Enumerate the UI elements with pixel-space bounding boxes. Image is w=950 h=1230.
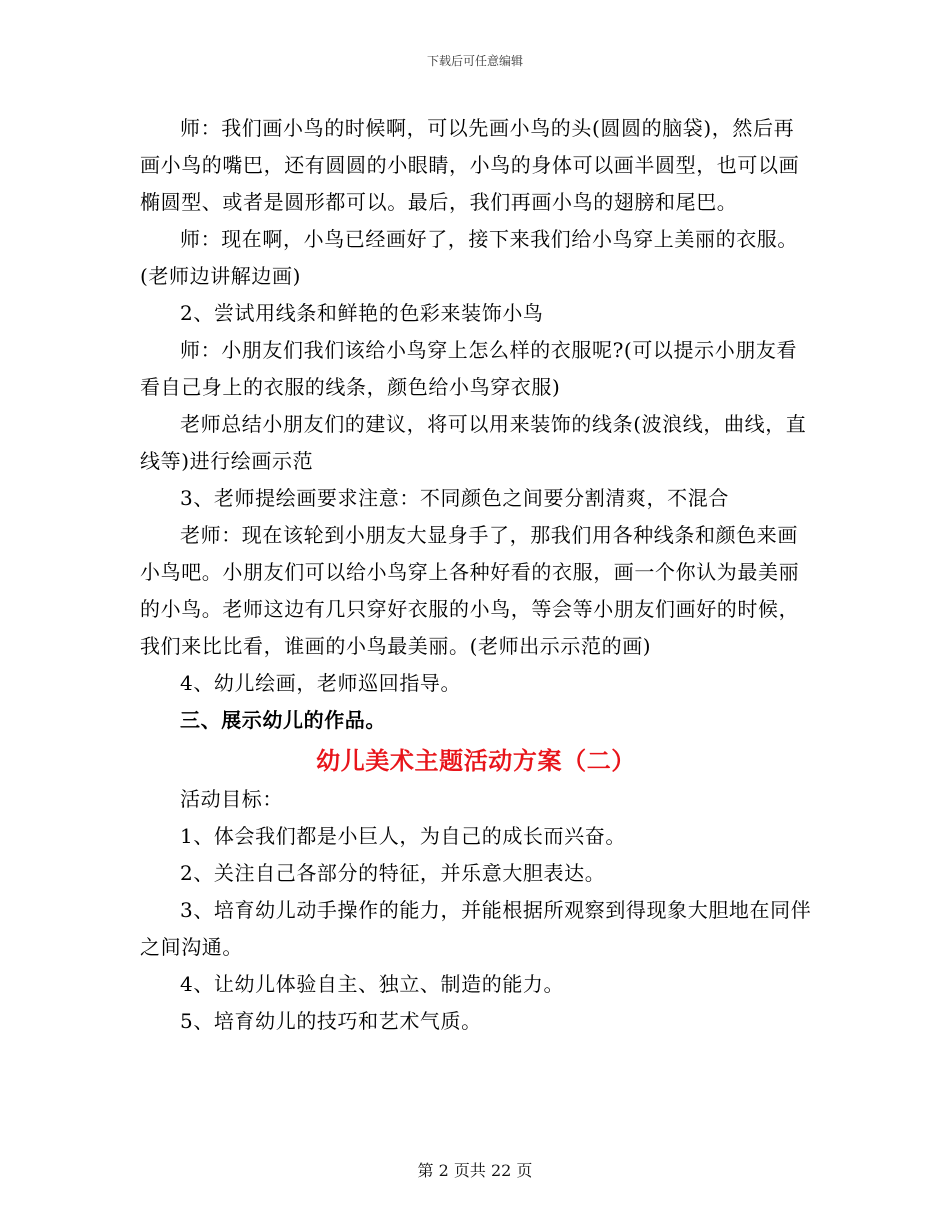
list-item: 2、关注自己各部分的特征，并乐意大胆表达。 — [180, 861, 606, 885]
paragraph: 2、尝试用线条和鲜艳的色彩来装饰小鸟 — [180, 301, 544, 325]
paragraph: 师：小朋友们我们该给小鸟穿上怎么样的衣服呢?(可以提示小朋友看看自己身上的衣服的线条，颜色给小鸟穿衣服) — [140, 338, 798, 399]
page-footer: 第 2 页共 22 页 — [417, 1161, 533, 1180]
section-title: 幼儿美术主题活动方案（二） — [316, 747, 636, 775]
page-header: 下载后可任意编辑 — [426, 54, 523, 68]
paragraph: 4、幼儿绘画，老师巡回指导。 — [180, 671, 462, 695]
list-item: 1、体会我们都是小巨人，为自己的成长而兴奋。 — [180, 824, 626, 848]
paragraph: 老师：现在该轮到小朋友大显身手了，那我们用各种线条和颜色来画小鸟吧。小朋友们可以给小鸟穿上各种好看的衣服，画一个你认为最美丽的小鸟。老师这边有几只穿好衣服的小鸟，等会等小朋友们画好的时候，我们来比比看，谁画的小鸟最美丽。(老师出示示范的画) — [140, 523, 800, 658]
paragraph: 活动目标： — [180, 787, 283, 811]
list-item: 5、培育幼儿的技巧和艺术气质。 — [180, 1009, 482, 1033]
paragraph: 3、老师提绘画要求注意：不同颜色之间要分割清爽，不混合 — [180, 486, 729, 510]
document-body — [140, 110, 812, 1040]
section-heading: 三、展示幼儿的作品。 — [180, 708, 386, 732]
paragraph: 老师总结小朋友们的建议，将可以用来装饰的线条(波浪线，曲线，直线等)进行绘画示范 — [140, 412, 807, 473]
list-item: 3、培育幼儿动手操作的能力，并能根据所观察到得现象大胆地在同伴之间沟通。 — [140, 898, 812, 959]
paragraph: 师：现在啊，小鸟已经画好了，接下来我们给小鸟穿上美丽的衣服。(老师边讲解边画) — [140, 227, 798, 288]
paragraph: 师：我们画小鸟的时候啊，可以先画小鸟的头(圆圆的脑袋)，然后再画小鸟的嘴巴，还有圆圆的小眼睛，小鸟的身体可以画半圆型，也可以画椭圆型、或者是圆形都可以。最后，我们再画小鸟的翅膀和尾巴。 — [140, 116, 800, 214]
list-item: 4、让幼儿体验自主、独立、制造的能力。 — [180, 972, 565, 996]
